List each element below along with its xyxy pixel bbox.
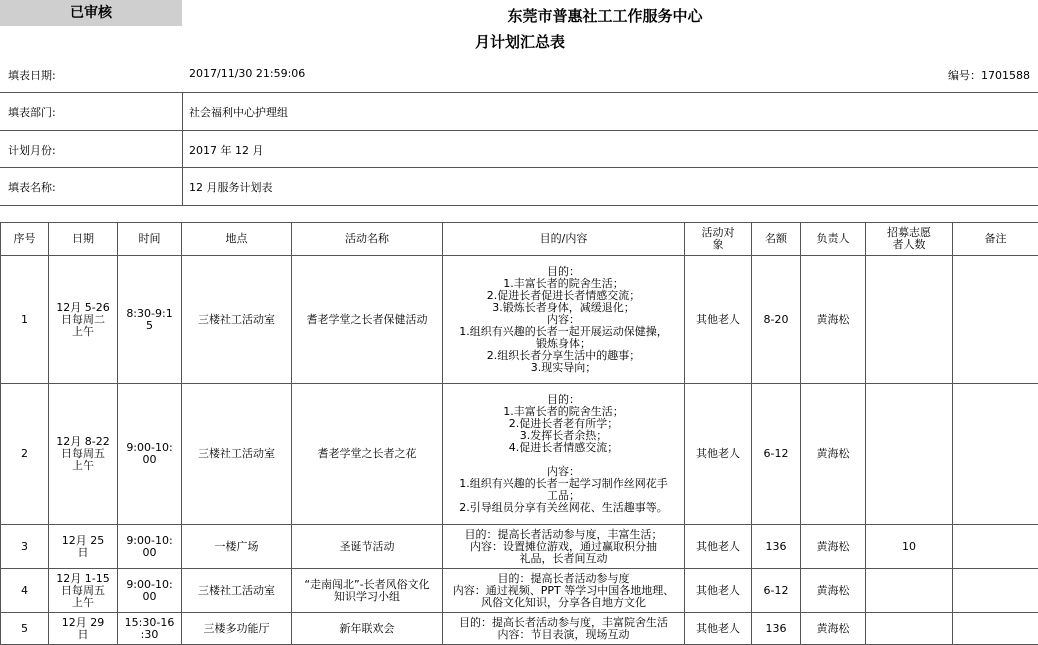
form-name-value: 12 月服务计划表	[189, 179, 273, 195]
col-target: 活动对 象	[685, 223, 752, 256]
cell-purpose: 目的：提高长者活动参与度，丰富院舍生活 内容：节目表演，现场互动	[443, 613, 685, 645]
fill-date-row	[0, 58, 1038, 93]
cell-quota: 6-12	[752, 569, 801, 613]
cell-quota: 6-12	[752, 384, 801, 525]
cell-place: 三楼多功能厅	[182, 613, 292, 645]
cell-no: 2	[1, 384, 49, 525]
col-remark: 备注	[953, 223, 1038, 256]
table-row	[1, 569, 1038, 613]
col-quota: 名额	[752, 223, 801, 256]
cell-name: 圣诞节活动	[292, 525, 443, 569]
cell-place: 三楼社工活动室	[182, 569, 292, 613]
cell-name: “走南闯北”-长者风俗文化 知识学习小组	[292, 569, 443, 613]
cell-no: 3	[1, 525, 49, 569]
department-value: 社会福利中心护理组	[189, 104, 288, 120]
cell-owner: 黄海松	[801, 384, 866, 525]
col-date: 日期	[49, 223, 118, 256]
table-row	[1, 613, 1038, 645]
department-label: 填表部门:	[8, 104, 56, 120]
cell-remark	[953, 384, 1038, 525]
cell-quota: 8-20	[752, 256, 801, 384]
cell-place: 三楼社工活动室	[182, 384, 292, 525]
cell-remark	[953, 569, 1038, 613]
col-place: 地点	[182, 223, 292, 256]
cell-date: 12月 29 日	[49, 613, 118, 645]
cell-date: 12月 5-26 日每周二 上午	[49, 256, 118, 384]
fill-date-label: 填表日期:	[8, 67, 56, 83]
plan-month-row	[0, 131, 1038, 168]
cell-target: 其他老人	[685, 525, 752, 569]
cell-no: 4	[1, 569, 49, 613]
cell-place: 一楼广场	[182, 525, 292, 569]
cell-name: 耆老学堂之长者保健活动	[292, 256, 443, 384]
plan-table	[0, 222, 1038, 645]
cell-date: 12月 25 日	[49, 525, 118, 569]
table-row	[1, 384, 1038, 525]
cell-place: 三楼社工活动室	[182, 256, 292, 384]
col-name: 活动名称	[292, 223, 443, 256]
cell-owner: 黄海松	[801, 525, 866, 569]
cell-time: 8:30-9:1 5	[118, 256, 182, 384]
form-name-row	[0, 168, 1038, 206]
serial-number: 编号：1701588	[948, 67, 1030, 83]
cell-time: 9:00-10: 00	[118, 525, 182, 569]
cell-remark	[953, 525, 1038, 569]
col-time: 时间	[118, 223, 182, 256]
cell-owner: 黄海松	[801, 256, 866, 384]
cell-volunteers: 10	[866, 525, 953, 569]
table-row	[1, 256, 1038, 384]
cell-target: 其他老人	[685, 569, 752, 613]
cell-target: 其他老人	[685, 384, 752, 525]
fill-date-value: 2017/11/30 21:59:06	[189, 67, 305, 80]
col-no: 序号	[1, 223, 49, 256]
cell-volunteers	[866, 256, 953, 384]
cell-target: 其他老人	[685, 613, 752, 645]
cell-volunteers	[866, 613, 953, 645]
cell-time: 15:30-16 :30	[118, 613, 182, 645]
table-row	[1, 525, 1038, 569]
cell-purpose: 目的： 1.丰富长者的院舍生活； 2.促进长者老有所学； 3.发挥长者余热； 4.促进长者情感交流； 内容： 1.组织有兴趣的长者一起学习制作丝网花手 工品； 2.引导组员分享有关丝网花、生活趣事等。	[443, 384, 685, 525]
cell-target: 其他老人	[685, 256, 752, 384]
cell-time: 9:00-10: 00	[118, 569, 182, 613]
department-row	[0, 93, 1038, 131]
org-title: 东莞市普惠社工工作服务中心	[0, 5, 1038, 26]
cell-purpose: 目的：提高长者活动参与度 内容：通过视频、PPT 等学习中国各地地理、 风俗文化知识，分享各自地方文化	[443, 569, 685, 613]
cell-owner: 黄海松	[801, 613, 866, 645]
plan-month-label: 计划月份:	[8, 142, 56, 158]
cell-name: 新年联欢会	[292, 613, 443, 645]
col-purpose: 目的/内容	[443, 223, 685, 256]
cell-quota: 136	[752, 525, 801, 569]
col-owner: 负责人	[801, 223, 866, 256]
cell-remark	[953, 613, 1038, 645]
cell-owner: 黄海松	[801, 569, 866, 613]
cell-time: 9:00-10: 00	[118, 384, 182, 525]
cell-name: 耆老学堂之长者之花	[292, 384, 443, 525]
cell-quota: 136	[752, 613, 801, 645]
plan-month-value: 2017 年 12 月	[189, 142, 263, 158]
cell-volunteers	[866, 569, 953, 613]
form-name-label: 填表名称:	[8, 179, 56, 195]
table-header	[1, 223, 1038, 256]
cell-purpose: 目的： 1.丰富长者的院舍生活； 2.促进长者促进长者情感交流； 3.锻炼长者身体，减缓退化； 内容： 1.组织有兴趣的长者一起开展运动保健操， 锻炼身体； 2.组织长者分享生活中的趣事； 3.现实导向；	[443, 256, 685, 384]
cell-volunteers	[866, 384, 953, 525]
col-volunteers: 招募志愿 者人数	[866, 223, 953, 256]
cell-no: 5	[1, 613, 49, 645]
status-badge: 已审核	[0, 0, 182, 26]
cell-remark	[953, 256, 1038, 384]
cell-date: 12月 1-15 日每周五 上午	[49, 569, 118, 613]
cell-date: 12月 8-22 日每周五 上午	[49, 384, 118, 525]
cell-purpose: 目的：提高长者活动参与度，丰富生活； 内容：设置摊位游戏，通过赢取积分抽 礼品，长者间互动	[443, 525, 685, 569]
cell-no: 1	[1, 256, 49, 384]
page-title: 月计划汇总表	[0, 31, 1038, 52]
